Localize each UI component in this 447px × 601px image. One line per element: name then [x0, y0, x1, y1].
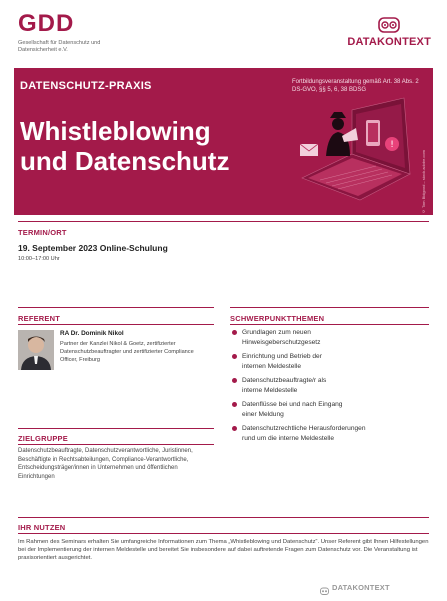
bullet-icon: [232, 330, 237, 335]
divider: [18, 428, 214, 429]
zielgruppe-heading: ZIELGRUPPE: [18, 434, 68, 443]
list-item: Datenschutzrechtliche Herausforderungen rund um die interne Meldestelle: [230, 424, 426, 443]
datakontext-logo: [347, 16, 431, 48]
divider: [230, 324, 429, 325]
schwerpunkt-heading: SCHWERPUNKTTHEMEN: [230, 314, 325, 323]
bullet-icon: [232, 402, 237, 407]
nutzen-heading: IHR NUTZEN: [18, 523, 66, 532]
speaker-photo: [18, 330, 54, 370]
zielgruppe-text: Datenschutzbeauftragte, Datenschutzverantwortliche, Juristinnen, Beschäftigte in Rechtsabteilungen, Compliance-Verantwortliche, Entscheidungsträger/innen in Unternehmen und öffentlichen Einrichtungen: [18, 448, 193, 480]
event-date: 19. September 2023: [18, 243, 98, 253]
list-item: Grundlagen zum neuen Hinweisgeberschutzgesetz: [230, 328, 426, 347]
topics-list: [230, 328, 426, 448]
datakontext-wordmark: DATAKONTEXT: [347, 36, 431, 48]
divider: [18, 324, 214, 325]
event-format: Online-Schulung: [99, 243, 168, 253]
list-item: Einrichtung und Betrieb der internen Meldestelle: [230, 352, 426, 371]
divider: [18, 221, 429, 222]
gdd-subtitle: Gesellschaft für Datenschutz und Datensicherheit e.V.: [18, 40, 101, 53]
divider: [230, 307, 429, 308]
list-item: Datenschutzbeauftragte/r als interne Meldestelle: [230, 376, 426, 395]
whistleblower-illustration: [282, 96, 420, 208]
termin-heading: TERMIN/ORT: [18, 228, 67, 237]
nutzen-text: Im Rahmen des Seminars erhalten Sie umfangreiche Informationen zum Thema „Whistleblowing und Datenschutz“. Unser Referent gibt Ihnen Hilfestellungen bei der Implementierung der internen Meldestelle und bereitet Sie insbesondere auf dabei auftretende Fragen zum Datenschutz vor. Die Veranstaltung ist praxisorientiert ausgerichtet.: [18, 539, 429, 562]
svg-text:!: !: [390, 140, 394, 150]
owl-icon: [320, 583, 329, 592]
banner-note: Fortbildungsveranstaltung gemäß Art. 38 Abs. 2 DS-GVO, §§ 5, 6, 38 BDSG: [292, 79, 419, 93]
referent-heading: REFERENT: [18, 314, 61, 323]
termin-date: [18, 243, 168, 253]
event-time: 10:00–17:00 Uhr: [18, 256, 60, 262]
divider: [18, 444, 214, 445]
owl-icon: [376, 16, 402, 34]
banner-kicker: DATENSCHUTZ-PRAXIS: [20, 80, 152, 92]
speaker-name: RA Dr. Dominik Nikol: [60, 330, 124, 337]
list-item: Datenflüsse bei und nach Eingang einer Meldung: [230, 400, 426, 419]
image-credit: © Tom Bidgood – stock.adobe.com: [421, 150, 426, 215]
bullet-icon: [232, 354, 237, 359]
speaker-description: Partner der Kanzlei Nikol & Goetz, zertifizierter Datenschutzbeauftragter und zertifizierter Compliance Officer, Freiburg: [60, 341, 194, 363]
page-title-line1: Whistleblowing: [20, 116, 211, 146]
bullet-icon: [232, 426, 237, 431]
divider: [18, 307, 214, 308]
footer-logo: DATAKONTEXT: [332, 583, 390, 592]
divider: [18, 517, 429, 518]
page-title-line2: und Datenschutz: [20, 146, 230, 176]
divider: [18, 533, 429, 534]
gdd-logo: GDD: [18, 10, 75, 37]
bullet-icon: [232, 378, 237, 383]
